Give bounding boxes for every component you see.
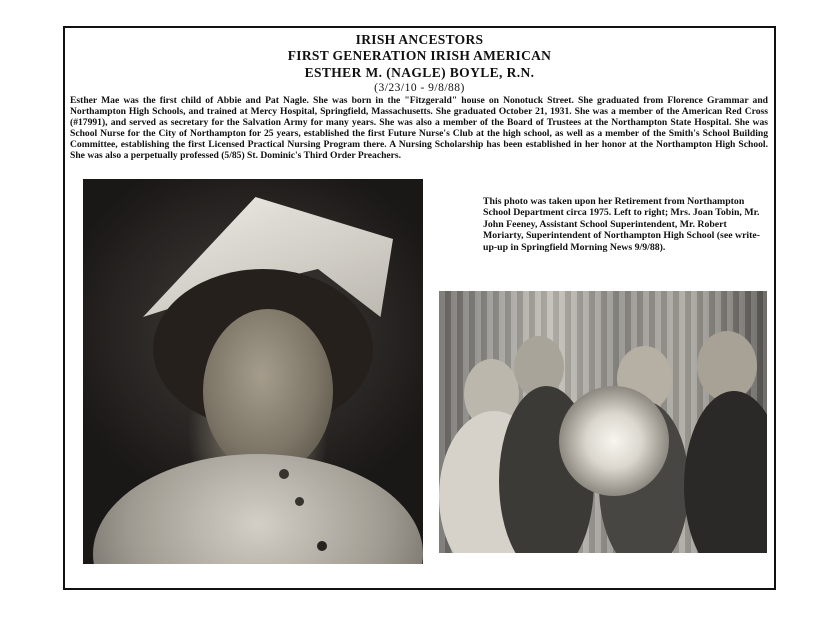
header-name: ESTHER M. (NAGLE) BOYLE, R.N. (304, 65, 535, 80)
face-shape (203, 309, 333, 474)
button-dot (317, 541, 327, 551)
button-dot (279, 469, 289, 479)
button-dot (295, 497, 304, 506)
document-page (63, 26, 776, 590)
photo-caption: This photo was taken upon her Retirement from Northampton School Department circa 1975. Left to right; Mrs. Joan Tobin, Mr. John Feeney, Assistant School Superintendent, Mr. Robert Moriarty, Superintendent of Northampton High School (see write-up-up in Springfield Morning News 9/9/88). (483, 196, 761, 253)
portrait-photo (83, 179, 423, 564)
flower-bouquet (559, 386, 669, 496)
biography-text: Esther Mae was the first child of Abbie and Pat Nagle. She was born in the "Fitzgerald" house on Nonotuck Street. She graduated from Florence Grammar and Northampton High Schools, and trained at Mercy Hospital, Springfield, Massachusetts. She graduated October 21, 1931. She was a member of the American Red Cross (#17991), and served as secretary for the Salvation Army for many years. She was also a member of the Board of Trustees at the Northampton State Hospital. She was School Nurse for the City of Northampton for 25 years, established the first Future Nurse's Club at the high school, as well as a member of the Smith's School Building Committee, establishing the first Licensed Practical Nursing Program there. A Nursing Scholarship has been established in her honor at the Northampton High School. She was also a perpetually professed (5/85) St. Dominic's Third Order Preachers. (70, 95, 768, 161)
uniform-shape (93, 454, 423, 564)
header-dates: (3/23/10 - 9/8/88) (374, 82, 465, 94)
retirement-group-photo (439, 291, 767, 553)
person-head (697, 331, 757, 401)
header-subtitle: FIRST GENERATION IRISH AMERICAN (287, 48, 552, 63)
header-title: IRISH ANCESTORS (355, 32, 484, 47)
